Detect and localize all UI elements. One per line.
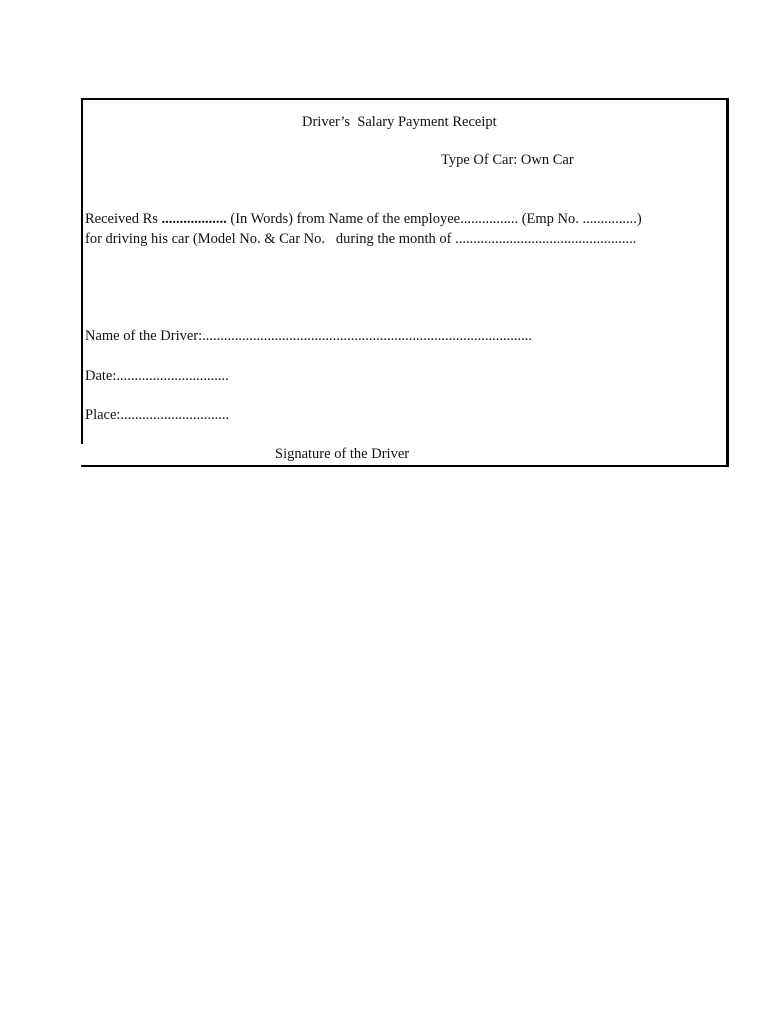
amount-blank: .................. (161, 211, 227, 227)
driver-name-field: Name of the Driver:........................................................................................... (85, 328, 533, 344)
driver-signature-label: Signature of the Driver (275, 446, 410, 462)
received-suffix: (In Words) from Name of the employee................ (Emp No. ...............) (226, 211, 642, 227)
received-amount-line (85, 210, 642, 228)
receipt-left-border (81, 98, 83, 444)
driving-details-line: for driving his car (Model No. & Car No. during the month of .................................................. (85, 231, 637, 247)
place-field: Place:.............................. (85, 407, 230, 423)
date-field: Date:............................... (85, 368, 229, 384)
receipt-title: Driver’s Salary Payment Receipt (302, 114, 497, 130)
car-type: Type Of Car: Own Car (441, 152, 574, 168)
received-prefix: Received Rs (85, 211, 162, 227)
